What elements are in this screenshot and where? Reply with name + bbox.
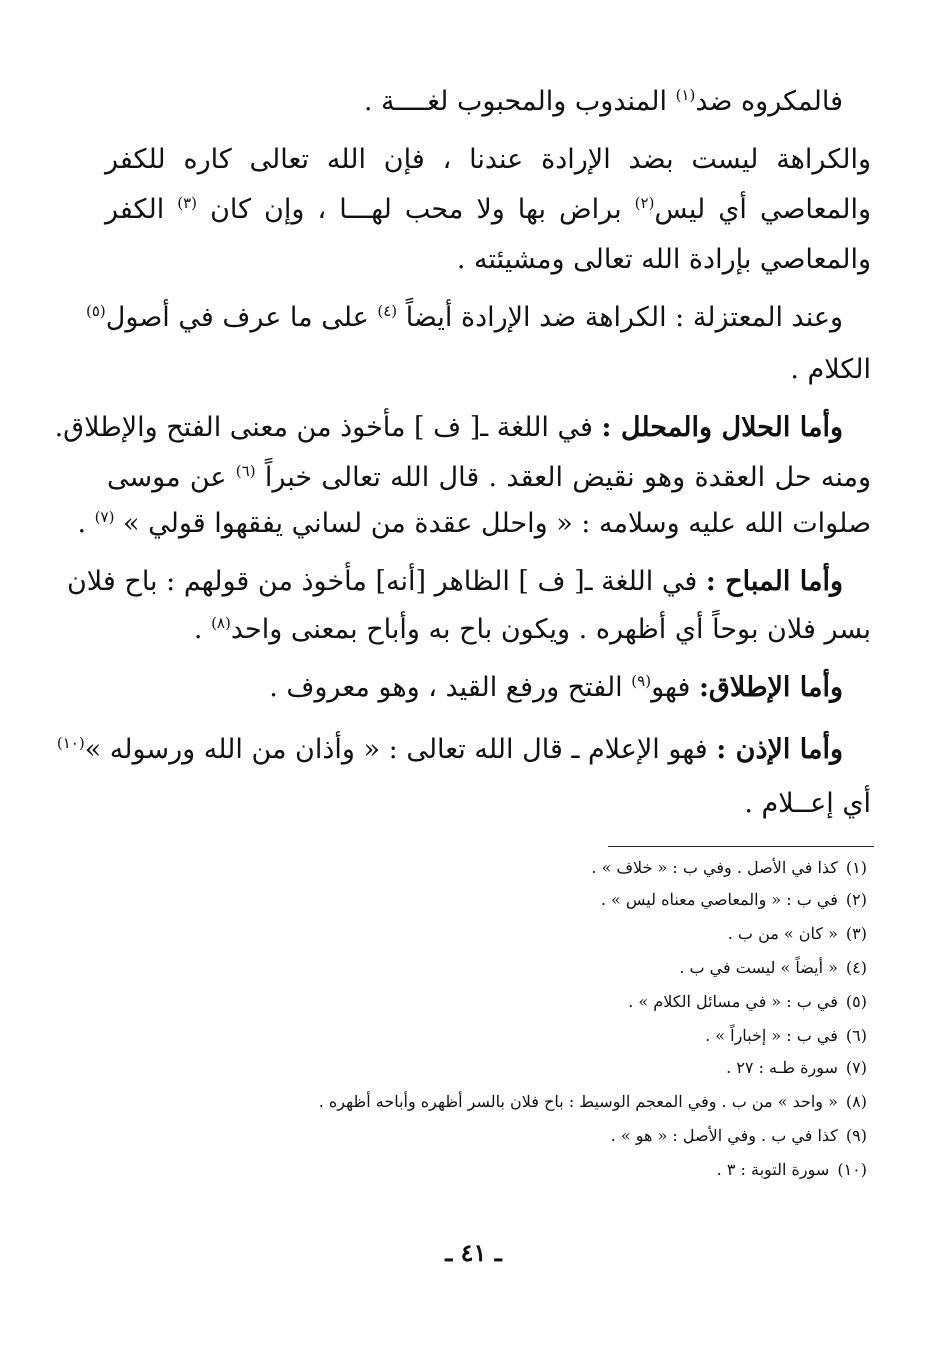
- body-line: صلوات الله عليه وسلامه : « واحلل عقدة من لساني يفقهوا قولي » $^{(٧)}$ .: [77, 508, 871, 539]
- section-line-mubah: وأما المباح : في اللغة ـ[ ف ] الظاهر [أنه] مأخوذ من قولهم : باح فلان: [66, 566, 843, 597]
- body-line: فالمكروه ضد$^{(١)}$ المندوب والمحبوب لغــــة .: [363, 86, 843, 117]
- section-heading-halal: وأما الحلال والمحلل :: [601, 412, 843, 443]
- footnote-separator: [608, 846, 874, 847]
- page-number: ـ ٤١ ـ: [445, 1238, 502, 1267]
- section-heading-mubah: وأما المباح :: [705, 566, 843, 597]
- body-line: الكلام .: [790, 354, 871, 385]
- body-line: أي إعــلام .: [744, 788, 871, 819]
- body-line: وعند المعتزلة : الكراهة ضد الإرادة أيضاً $^{(٤)}$ على ما عرف في أصول$^{(٥)}$: [86, 302, 843, 333]
- footnote: (١٠)سورة التوبة : ٣ .: [716, 1160, 867, 1179]
- body-line: والمعاصي بإرادة الله تعالى ومشيئته .: [456, 244, 871, 275]
- section-line-itlaq: وأما الإطلاق: فهو$^{(٩)}$ الفتح ورفع القيد ، وهو معروف .: [269, 672, 843, 703]
- section-heading-idhn: وأما الإذن :: [716, 734, 843, 765]
- footnote: (٩)كذا في ب . وفي الأصل : « هو » .: [610, 1126, 867, 1145]
- body-line: بسر فلان بوحاً أي أظهره . ويكون باح به وأباح بمعنى واحد$^{(٨)}$ .: [193, 614, 871, 645]
- footnote: (٥)في ب : « في مسائل الكلام » .: [628, 992, 867, 1011]
- footnote: (٤)« أيضاً » ليست في ب .: [679, 958, 867, 977]
- section-heading-itlaq: وأما الإطلاق:: [698, 672, 843, 703]
- footnote: (٨)« واحد » من ب . وفي المعجم الوسيط : باح فلان بالسر أظهره وأباحه أظهره .: [318, 1092, 867, 1111]
- body-line: والمعاصي أي ليس$^{(٢)}$ براض بها ولا محب لهـــا ، وإن كان $^{(٣)}$ الكفر: [105, 194, 872, 225]
- footnote: (٣)« كان » من ب .: [727, 924, 867, 943]
- footnote: (٧)سورة طـه : ٢٧ .: [726, 1058, 867, 1077]
- footnote: (٦)في ب : « إخباراً » .: [705, 1026, 867, 1045]
- footnote: (١)كذا في الأصل . وفي ب : « خلاف » .: [591, 858, 867, 877]
- body-line: والكراهة ليست بضد الإرادة عندنا ، فإن الله تعالى كاره للكفر: [105, 144, 871, 175]
- section-line-halal: وأما الحلال والمحلل : في اللغة ـ[ ف ] مأخوذ من معنى الفتح والإطلاق.: [54, 412, 843, 443]
- section-line-idhn: وأما الإذن : فهو الإعلام ـ قال الله تعالى : « وأذان من الله ورسوله »$^{(١٠)}$: [56, 734, 843, 765]
- body-line: ومنه حل العقدة وهو نقيض العقد . قال الله تعالى خبراً $^{(٦)}$ عن موسى: [107, 462, 871, 493]
- footnote: (٢)في ب : « والمعاصي معناه ليس » .: [600, 890, 867, 909]
